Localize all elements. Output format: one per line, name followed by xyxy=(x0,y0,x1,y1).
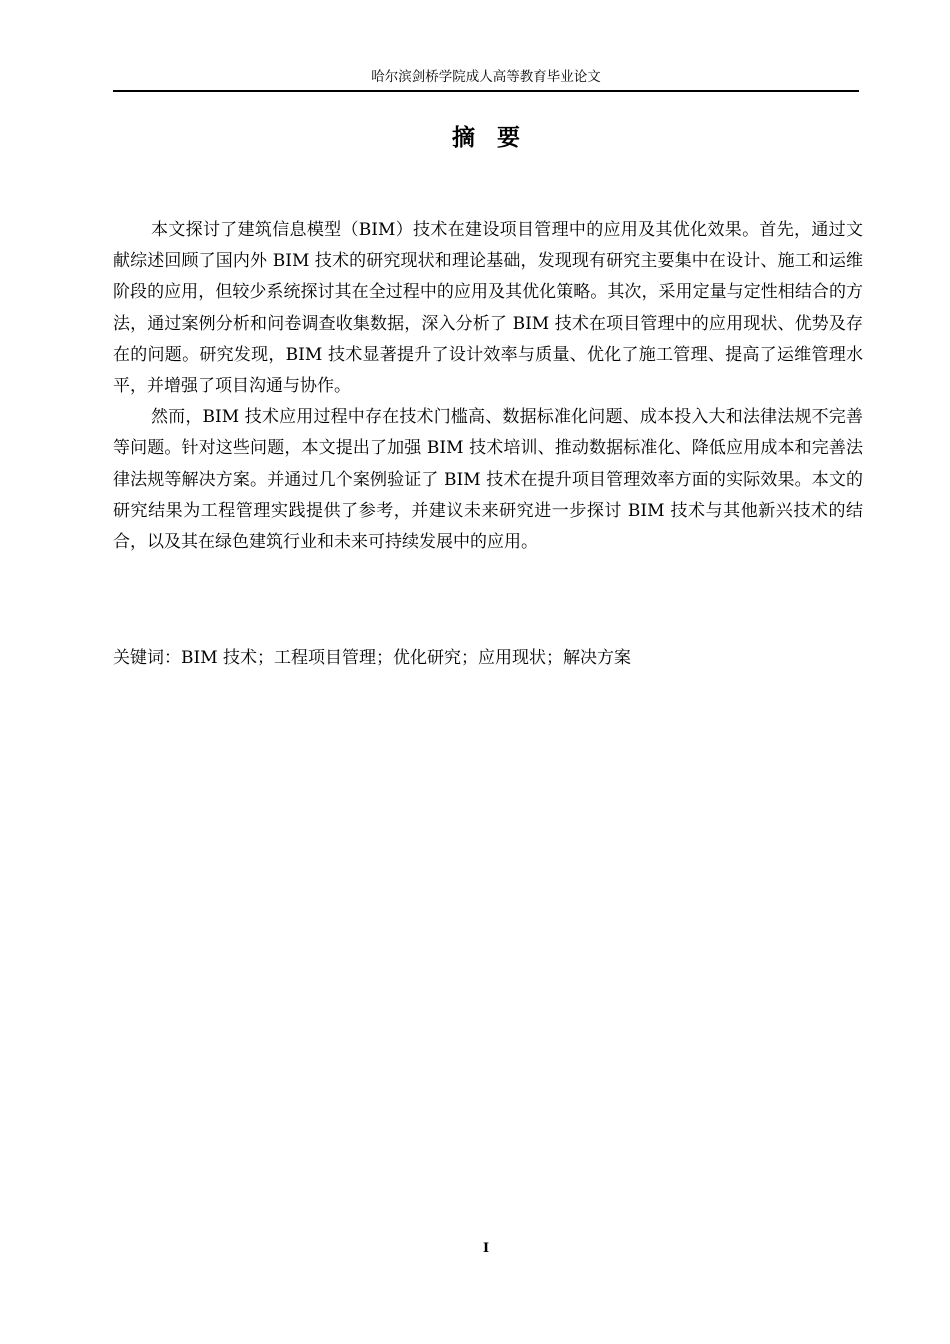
keywords-line: 关键词：BIM 技术；工程项目管理；优化研究；应用现状；解决方案 xyxy=(113,648,632,668)
page-title: 摘要 xyxy=(452,124,542,151)
page-number: I xyxy=(482,1241,490,1256)
running-header-text: 哈尔滨剑桥学院成人高等教育毕业论文 xyxy=(371,69,601,85)
running-header xyxy=(113,64,859,92)
abstract-paragraph-1: 本文探讨了建筑信息模型（BIM）技术在建设项目管理中的应用及其优化效果。首先，通过文献综述回顾了国内外 BIM 技术的研究现状和理论基础，发现现有研究主要集中在设计、施工和运维阶段的应用，但较少系统探讨其在全过程中的应用及其优化策略。其次，采用定量与定性相结合的方法，通过案例分析和问卷调查收集数据，深入分析了 BIM 技术在项目管理中的应用现状、优势及存在的问题。研究发现，BIM 技术显著提升了设计效率与质量、优化了施工管理、提高了运维管理水平，并增强了项目沟通与协作。 xyxy=(113,220,863,397)
abstract-paragraph-2: 然而，BIM 技术应用过程中存在技术门槛高、数据标准化问题、成本投入大和法律法规不完善等问题。针对这些问题，本文提出了加强 BIM 技术培训、推动数据标准化、降低应用成本和完善法律法规等解决方案。并通过几个案例验证了 BIM 技术在提升项目管理效率方面的实际效果。本文的研究结果为工程管理实践提供了参考，并建议未来研究进一步探讨 BIM 技术与其他新兴技术的结合，以及其在绿色建筑行业和未来可持续发展中的应用。 xyxy=(113,407,863,553)
abstract-body xyxy=(113,215,863,558)
